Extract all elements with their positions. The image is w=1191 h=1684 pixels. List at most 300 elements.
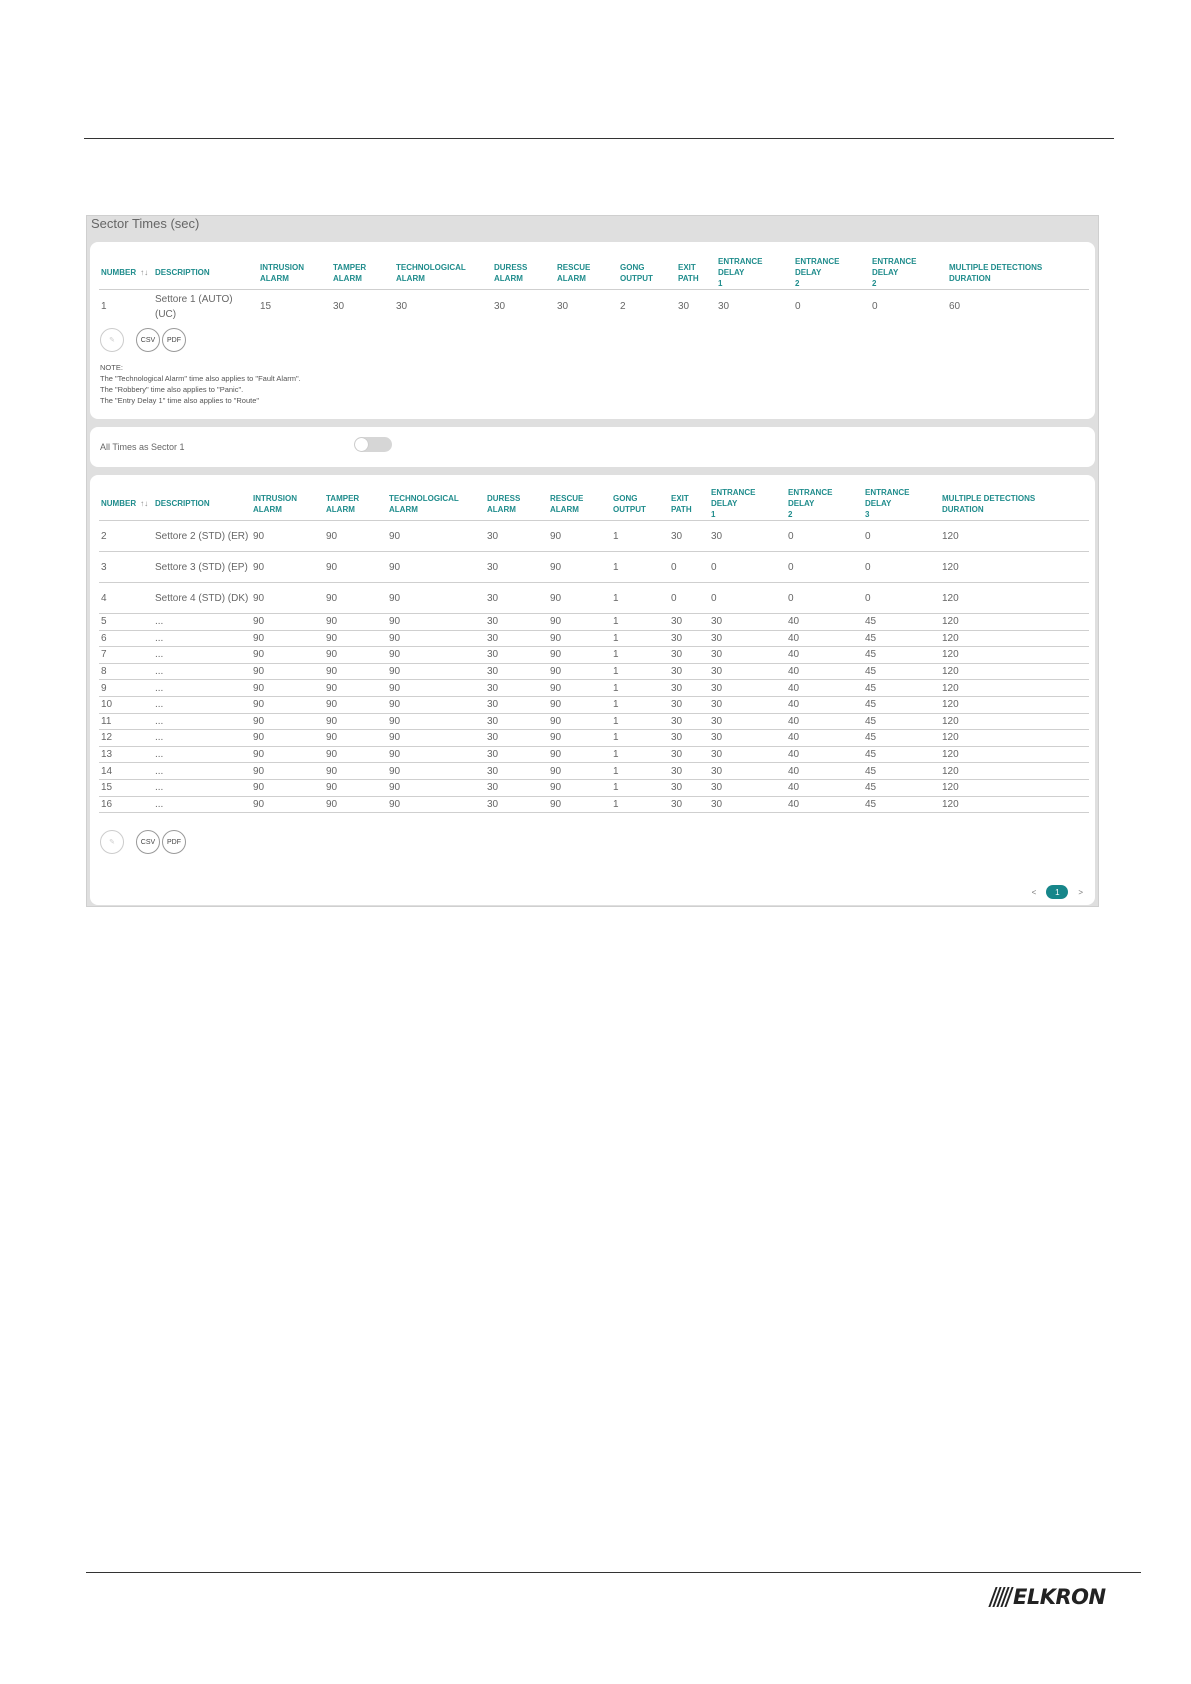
cell-ed2: 40 bbox=[786, 663, 863, 680]
cell-description: ... bbox=[153, 614, 251, 631]
notes bbox=[100, 362, 301, 406]
cell-ed3: 45 bbox=[863, 630, 940, 647]
cell-tamper: 90 bbox=[324, 746, 387, 763]
sector-times-panel bbox=[86, 215, 1099, 907]
header-rule bbox=[84, 138, 1114, 139]
cell-number: 1 bbox=[101, 301, 107, 313]
cell-intrusion: 90 bbox=[251, 713, 324, 730]
column-header-ed1 bbox=[709, 487, 786, 521]
cell-rescue: 90 bbox=[548, 647, 611, 664]
cell-number: 3 bbox=[99, 552, 153, 583]
cell-intrusion: 90 bbox=[251, 730, 324, 747]
cell-multi: 120 bbox=[940, 696, 1089, 713]
all-times-toggle[interactable] bbox=[354, 437, 392, 452]
logo-stripes-icon bbox=[988, 1587, 1013, 1607]
cell-ed2: 40 bbox=[786, 630, 863, 647]
cell-ed1: 30 bbox=[709, 796, 786, 813]
table-row[interactable] bbox=[99, 713, 1089, 730]
cell-rescue: 90 bbox=[548, 663, 611, 680]
column-header-duress bbox=[485, 487, 548, 521]
header-label: ENTRANCE DELAY bbox=[795, 257, 840, 277]
column-header-number[interactable] bbox=[99, 487, 153, 521]
cell-gong: 1 bbox=[611, 696, 669, 713]
next-page-button[interactable]: > bbox=[1078, 887, 1083, 897]
cell-ed1: 30 bbox=[718, 301, 730, 313]
header-label: ENTRANCE DELAY bbox=[711, 488, 756, 508]
cell-duress: 30 bbox=[494, 301, 506, 313]
cell-ed2: 40 bbox=[786, 614, 863, 631]
header-label: ALARM bbox=[487, 504, 516, 514]
pagination bbox=[1032, 885, 1083, 899]
cell-ed2: 40 bbox=[786, 746, 863, 763]
table-row[interactable] bbox=[99, 763, 1089, 780]
cell-ed1: 30 bbox=[709, 680, 786, 697]
cell-ed2: 40 bbox=[786, 713, 863, 730]
cell-gong: 1 bbox=[611, 680, 669, 697]
cell-ed3: 0 bbox=[863, 552, 940, 583]
sector1-card bbox=[90, 242, 1095, 419]
cell-ed3: 0 bbox=[863, 583, 940, 614]
cell-ed2: 40 bbox=[786, 680, 863, 697]
cell-tamper: 90 bbox=[324, 647, 387, 664]
cell-number: 13 bbox=[99, 746, 153, 763]
cell-technological: 90 bbox=[387, 730, 485, 747]
csv-export-button[interactable] bbox=[136, 830, 160, 854]
header-label: INTRUSION bbox=[260, 262, 304, 272]
cell-ed1: 0 bbox=[709, 552, 786, 583]
cell-ed3: 45 bbox=[863, 763, 940, 780]
cell-tamper: 90 bbox=[324, 663, 387, 680]
table-row[interactable] bbox=[99, 552, 1089, 583]
cell-multi: 60 bbox=[949, 301, 961, 313]
sector1-table bbox=[99, 256, 1089, 324]
cell-duress: 30 bbox=[485, 614, 548, 631]
cell-number: 10 bbox=[99, 696, 153, 713]
cell-description: Settore 3 (STD) (EP) bbox=[153, 552, 251, 583]
header-label: EXIT bbox=[671, 493, 689, 503]
cell-duress: 30 bbox=[485, 663, 548, 680]
cell-number: 5 bbox=[99, 614, 153, 631]
cell-exit: 30 bbox=[669, 663, 709, 680]
cell-exit: 30 bbox=[669, 614, 709, 631]
cell-exit: 30 bbox=[669, 779, 709, 796]
header-label: ENTRANCE DELAY bbox=[872, 257, 917, 277]
cell-multi: 120 bbox=[940, 779, 1089, 796]
cell-number: 9 bbox=[99, 680, 153, 697]
table-row[interactable] bbox=[99, 663, 1089, 680]
cell-exit: 30 bbox=[669, 763, 709, 780]
cell-intrusion: 90 bbox=[251, 696, 324, 713]
column-header-technological bbox=[387, 487, 485, 521]
cell-intrusion: 90 bbox=[251, 552, 324, 583]
cell-duress: 30 bbox=[485, 713, 548, 730]
cell-intrusion: 90 bbox=[251, 614, 324, 631]
cell-exit: 30 bbox=[669, 730, 709, 747]
cell-rescue: 90 bbox=[548, 521, 611, 552]
cell-intrusion: 90 bbox=[251, 796, 324, 813]
cell-exit: 30 bbox=[678, 301, 690, 313]
header-label: ALARM bbox=[557, 273, 586, 283]
cell-ed1: 30 bbox=[709, 521, 786, 552]
cell-exit: 30 bbox=[669, 796, 709, 813]
cell-exit: 30 bbox=[669, 521, 709, 552]
cell-intrusion: 90 bbox=[251, 583, 324, 614]
header-label: TAMPER bbox=[326, 493, 360, 503]
cell-ed2: 0 bbox=[786, 552, 863, 583]
cell-technological: 90 bbox=[387, 552, 485, 583]
cell-exit: 30 bbox=[669, 647, 709, 664]
column-header-ed3 bbox=[870, 256, 947, 290]
header-label: NUMBER bbox=[101, 499, 137, 508]
note-line: The "Entry Delay 1" time also applies to "Route" bbox=[100, 396, 260, 405]
all-times-card bbox=[90, 427, 1095, 467]
table-row[interactable] bbox=[99, 583, 1089, 614]
csv-icon: CSV bbox=[140, 838, 156, 846]
cell-duress: 30 bbox=[485, 521, 548, 552]
header-label: OUTPUT bbox=[620, 273, 653, 283]
note-line: The "Technological Alarm" time also applies to "Fault Alarm". bbox=[100, 374, 301, 383]
table-row[interactable] bbox=[99, 614, 1089, 631]
table-row[interactable] bbox=[99, 630, 1089, 647]
header-label: ALARM bbox=[333, 273, 362, 283]
cell-technological: 90 bbox=[387, 647, 485, 664]
table-row[interactable] bbox=[99, 746, 1089, 763]
cell-technological: 90 bbox=[387, 663, 485, 680]
pdf-export-button[interactable] bbox=[162, 830, 186, 854]
header-label: 2 bbox=[872, 279, 877, 288]
cell-ed3: 45 bbox=[863, 696, 940, 713]
cell-number: 11 bbox=[99, 713, 153, 730]
column-header-ed3 bbox=[863, 487, 940, 521]
cell-gong: 1 bbox=[611, 713, 669, 730]
header-label: DURESS bbox=[494, 262, 528, 272]
cell-technological: 90 bbox=[387, 521, 485, 552]
cell-intrusion: 15 bbox=[260, 301, 272, 313]
cell-intrusion: 90 bbox=[251, 746, 324, 763]
elkron-logo bbox=[992, 1584, 1142, 1610]
cell-technological: 90 bbox=[387, 746, 485, 763]
table-row[interactable] bbox=[99, 680, 1089, 697]
cell-tamper: 90 bbox=[324, 583, 387, 614]
edit-icon[interactable]: ✎ bbox=[100, 328, 124, 352]
header-label: 3 bbox=[865, 510, 870, 519]
cell-multi: 120 bbox=[940, 583, 1089, 614]
cell-rescue: 90 bbox=[548, 552, 611, 583]
pdf-icon: PDF bbox=[167, 336, 181, 344]
cell-description: Settore 1 (AUTO) (UC) bbox=[155, 293, 233, 320]
cell-rescue: 90 bbox=[548, 779, 611, 796]
column-header-number[interactable] bbox=[99, 256, 153, 290]
cell-multi: 120 bbox=[940, 796, 1089, 813]
cell-technological: 90 bbox=[387, 763, 485, 780]
cell-technological: 30 bbox=[396, 301, 408, 313]
cell-exit: 30 bbox=[669, 746, 709, 763]
cell-ed3: 45 bbox=[863, 713, 940, 730]
cell-rescue: 30 bbox=[557, 301, 569, 313]
header-label: PATH bbox=[678, 273, 699, 283]
cell-gong: 1 bbox=[611, 630, 669, 647]
cell-multi: 120 bbox=[940, 614, 1089, 631]
cell-duress: 30 bbox=[485, 696, 548, 713]
cell-ed1: 30 bbox=[709, 663, 786, 680]
column-header-description bbox=[153, 487, 251, 521]
cell-tamper: 90 bbox=[324, 521, 387, 552]
cell-ed3: 0 bbox=[872, 301, 878, 313]
table-row[interactable] bbox=[99, 730, 1089, 747]
cell-ed2: 40 bbox=[786, 696, 863, 713]
column-header-exit bbox=[676, 256, 716, 290]
cell-description: ... bbox=[153, 763, 251, 780]
header-label: 1 bbox=[711, 510, 716, 519]
cell-tamper: 90 bbox=[324, 696, 387, 713]
cell-description: ... bbox=[153, 730, 251, 747]
cell-intrusion: 90 bbox=[251, 630, 324, 647]
cell-gong: 1 bbox=[611, 647, 669, 664]
table-row[interactable] bbox=[99, 647, 1089, 664]
cell-duress: 30 bbox=[485, 746, 548, 763]
column-header-intrusion bbox=[258, 256, 331, 290]
cell-ed3: 45 bbox=[863, 647, 940, 664]
header-label: GONG bbox=[620, 262, 645, 272]
cell-exit: 0 bbox=[669, 583, 709, 614]
cell-description: Settore 2 (STD) (ER) bbox=[153, 521, 251, 552]
column-header-ed2 bbox=[793, 256, 870, 290]
cell-ed3: 45 bbox=[863, 746, 940, 763]
cell-rescue: 90 bbox=[548, 746, 611, 763]
cell-ed3: 45 bbox=[863, 614, 940, 631]
cell-intrusion: 90 bbox=[251, 680, 324, 697]
cell-gong: 1 bbox=[611, 763, 669, 780]
column-header-duress bbox=[492, 256, 555, 290]
cell-description: ... bbox=[153, 663, 251, 680]
cell-ed1: 30 bbox=[709, 630, 786, 647]
cell-exit: 0 bbox=[669, 552, 709, 583]
header-label: 2 bbox=[788, 510, 793, 519]
header-label: ALARM bbox=[494, 273, 523, 283]
table-row[interactable] bbox=[99, 696, 1089, 713]
header-label: 1 bbox=[718, 279, 723, 288]
cell-tamper: 30 bbox=[333, 301, 345, 313]
column-header-rescue bbox=[548, 487, 611, 521]
cell-number: 16 bbox=[99, 796, 153, 813]
edit-icon[interactable]: ✎ bbox=[100, 830, 124, 854]
cell-tamper: 90 bbox=[324, 796, 387, 813]
header-label: MULTIPLE DETECTIONS bbox=[949, 262, 1043, 272]
cell-description: ... bbox=[153, 779, 251, 796]
cell-duress: 30 bbox=[485, 680, 548, 697]
column-header-multi bbox=[940, 487, 1089, 521]
header-label: ALARM bbox=[326, 504, 355, 514]
table-row[interactable] bbox=[99, 521, 1089, 552]
cell-description: ... bbox=[153, 713, 251, 730]
column-header-rescue bbox=[555, 256, 618, 290]
page-1-button[interactable]: 1 bbox=[1046, 885, 1068, 899]
footer-rule bbox=[86, 1572, 1141, 1573]
cell-ed2: 0 bbox=[795, 301, 801, 313]
header-label: ALARM bbox=[396, 273, 425, 283]
cell-ed1: 0 bbox=[709, 583, 786, 614]
cell-ed2: 0 bbox=[786, 583, 863, 614]
cell-technological: 90 bbox=[387, 779, 485, 796]
cell-gong: 1 bbox=[611, 614, 669, 631]
sort-icon[interactable]: ↑↓ bbox=[140, 268, 149, 277]
cell-exit: 30 bbox=[669, 630, 709, 647]
cell-ed3: 45 bbox=[863, 779, 940, 796]
panel-title: Sector Times (sec) bbox=[91, 216, 200, 231]
cell-description: ... bbox=[153, 746, 251, 763]
cell-multi: 120 bbox=[940, 521, 1089, 552]
cell-ed1: 30 bbox=[709, 763, 786, 780]
cell-multi: 120 bbox=[940, 746, 1089, 763]
sectors-actions bbox=[100, 830, 186, 854]
cell-number: 7 bbox=[99, 647, 153, 664]
cell-intrusion: 90 bbox=[251, 779, 324, 796]
cell-duress: 30 bbox=[485, 552, 548, 583]
cell-description: ... bbox=[153, 630, 251, 647]
cell-description: ... bbox=[153, 796, 251, 813]
cell-tamper: 90 bbox=[324, 730, 387, 747]
table-header-row bbox=[99, 256, 1089, 290]
cell-tamper: 90 bbox=[324, 552, 387, 583]
header-label: OUTPUT bbox=[613, 504, 646, 514]
table-row[interactable] bbox=[99, 796, 1089, 813]
cell-gong: 1 bbox=[611, 583, 669, 614]
cell-ed1: 30 bbox=[709, 746, 786, 763]
table-header-row bbox=[99, 487, 1089, 521]
column-header-description bbox=[153, 256, 258, 290]
cell-multi: 120 bbox=[940, 713, 1089, 730]
column-header-technological bbox=[394, 256, 492, 290]
cell-number: 12 bbox=[99, 730, 153, 747]
header-label: DURESS bbox=[487, 493, 521, 503]
cell-intrusion: 90 bbox=[251, 663, 324, 680]
cell-description: ... bbox=[153, 647, 251, 664]
header-label: DESCRIPTION bbox=[155, 268, 210, 277]
cell-gong: 1 bbox=[611, 796, 669, 813]
header-label: ENTRANCE DELAY bbox=[865, 488, 910, 508]
cell-duress: 30 bbox=[485, 779, 548, 796]
sectors-table bbox=[99, 487, 1089, 813]
cell-number: 14 bbox=[99, 763, 153, 780]
cell-number: 15 bbox=[99, 779, 153, 796]
cell-exit: 30 bbox=[669, 696, 709, 713]
column-header-tamper bbox=[331, 256, 394, 290]
note-line: The "Robbery" time also applies to "Panic". bbox=[100, 385, 244, 394]
cell-gong: 1 bbox=[611, 730, 669, 747]
cell-intrusion: 90 bbox=[251, 763, 324, 780]
sectors-card bbox=[90, 475, 1095, 905]
header-label: ENTRANCE DELAY bbox=[788, 488, 833, 508]
note-title: NOTE: bbox=[100, 363, 123, 372]
column-header-tamper bbox=[324, 487, 387, 521]
cell-description: Settore 4 (STD) (DK) bbox=[153, 583, 251, 614]
cell-rescue: 90 bbox=[548, 614, 611, 631]
cell-ed2: 40 bbox=[786, 730, 863, 747]
cell-duress: 30 bbox=[485, 730, 548, 747]
cell-ed1: 30 bbox=[709, 696, 786, 713]
cell-tamper: 90 bbox=[324, 614, 387, 631]
cell-duress: 30 bbox=[485, 763, 548, 780]
header-label: 2 bbox=[795, 279, 800, 288]
column-header-multi bbox=[947, 256, 1089, 290]
header-label: ALARM bbox=[253, 504, 282, 514]
cell-ed2: 40 bbox=[786, 647, 863, 664]
cell-tamper: 90 bbox=[324, 763, 387, 780]
cell-multi: 120 bbox=[940, 663, 1089, 680]
toggle-label: All Times as Sector 1 bbox=[100, 442, 185, 452]
cell-tamper: 90 bbox=[324, 779, 387, 796]
table-row[interactable] bbox=[99, 779, 1089, 796]
table-row[interactable] bbox=[99, 290, 1089, 324]
cell-multi: 120 bbox=[940, 730, 1089, 747]
cell-ed1: 30 bbox=[709, 730, 786, 747]
cell-technological: 90 bbox=[387, 630, 485, 647]
cell-ed3: 45 bbox=[863, 796, 940, 813]
cell-ed2: 0 bbox=[786, 521, 863, 552]
header-label: EXIT bbox=[678, 262, 696, 272]
cell-multi: 120 bbox=[940, 552, 1089, 583]
header-label: DURATION bbox=[949, 273, 991, 283]
cell-rescue: 90 bbox=[548, 630, 611, 647]
cell-gong: 2 bbox=[620, 301, 626, 313]
cell-tamper: 90 bbox=[324, 680, 387, 697]
cell-multi: 120 bbox=[940, 680, 1089, 697]
column-header-gong bbox=[618, 256, 676, 290]
cell-rescue: 90 bbox=[548, 713, 611, 730]
cell-multi: 120 bbox=[940, 630, 1089, 647]
cell-ed1: 30 bbox=[709, 614, 786, 631]
cell-description: ... bbox=[153, 696, 251, 713]
prev-page-button[interactable]: < bbox=[1031, 887, 1037, 897]
column-header-ed2 bbox=[786, 487, 863, 521]
cell-rescue: 90 bbox=[548, 680, 611, 697]
cell-duress: 30 bbox=[485, 647, 548, 664]
column-header-gong bbox=[611, 487, 669, 521]
header-label: DURATION bbox=[942, 504, 984, 514]
cell-tamper: 90 bbox=[324, 630, 387, 647]
header-label: TECHNOLOGICAL bbox=[396, 262, 466, 272]
cell-rescue: 90 bbox=[548, 730, 611, 747]
cell-gong: 1 bbox=[611, 663, 669, 680]
header-label: PATH bbox=[671, 504, 692, 514]
cell-ed2: 40 bbox=[786, 763, 863, 780]
header-label: ALARM bbox=[550, 504, 579, 514]
cell-number: 2 bbox=[99, 521, 153, 552]
pdf-export-button[interactable] bbox=[162, 328, 186, 352]
cell-ed2: 40 bbox=[786, 779, 863, 796]
cell-ed1: 30 bbox=[709, 713, 786, 730]
sort-icon[interactable]: ↑↓ bbox=[140, 499, 149, 508]
cell-technological: 90 bbox=[387, 583, 485, 614]
logo-text: ELKRON bbox=[1013, 1585, 1106, 1609]
header-label: MULTIPLE DETECTIONS bbox=[942, 493, 1036, 503]
cell-technological: 90 bbox=[387, 680, 485, 697]
csv-export-button[interactable] bbox=[136, 328, 160, 352]
cell-exit: 30 bbox=[669, 713, 709, 730]
cell-exit: 30 bbox=[669, 680, 709, 697]
cell-technological: 90 bbox=[387, 713, 485, 730]
cell-technological: 90 bbox=[387, 614, 485, 631]
cell-intrusion: 90 bbox=[251, 521, 324, 552]
cell-gong: 1 bbox=[611, 552, 669, 583]
header-label: GONG bbox=[613, 493, 638, 503]
header-label: RESCUE bbox=[550, 493, 584, 503]
header-label: RESCUE bbox=[557, 262, 591, 272]
cell-technological: 90 bbox=[387, 696, 485, 713]
header-label: INTRUSION bbox=[253, 493, 297, 503]
pdf-icon: PDF bbox=[167, 838, 181, 846]
cell-intrusion: 90 bbox=[251, 647, 324, 664]
